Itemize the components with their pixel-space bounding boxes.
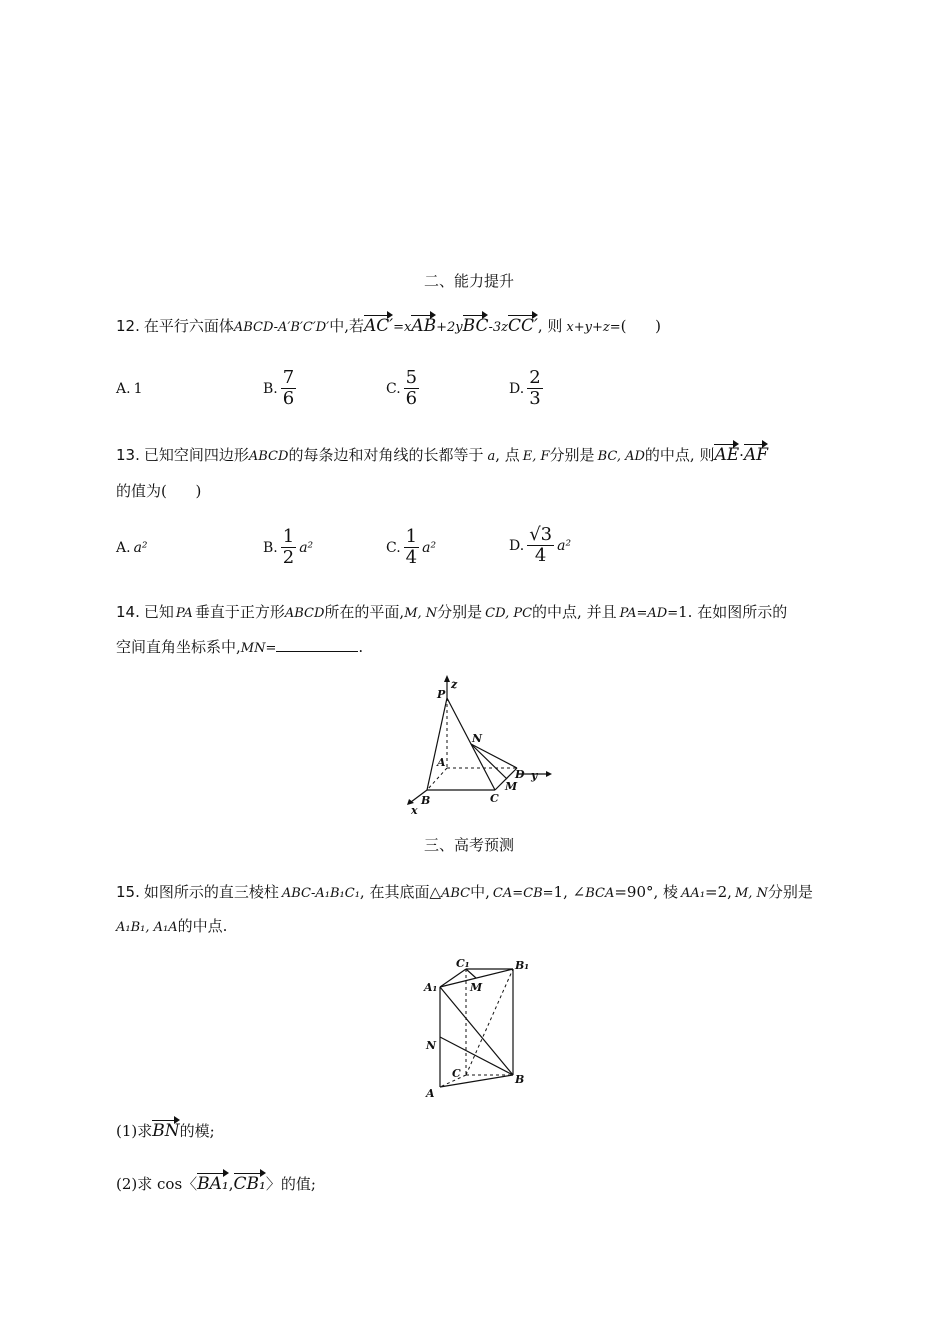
question-text: 〉的值; (265, 1175, 316, 1193)
figure-pyramid (405, 672, 555, 817)
label-a: A (437, 756, 446, 769)
label-z: z (451, 678, 458, 691)
question-text: (1)求 (116, 1122, 153, 1140)
option-value: a² (557, 537, 572, 554)
option-value: a² (299, 539, 314, 556)
label-p: P (437, 688, 446, 701)
question-number: 12. (116, 317, 140, 335)
coef-x: =x (393, 320, 412, 335)
question-text: (2)求 cos〈 (116, 1175, 198, 1193)
math-paad: PA=AD= (619, 606, 679, 621)
option-label: C. (386, 539, 401, 556)
question-12 (116, 314, 661, 336)
label-m: M (470, 981, 483, 994)
math-a: a (487, 449, 496, 464)
question-text: 的每条边和对角线的长都等于 (288, 446, 484, 464)
math-bca: BCA (585, 886, 615, 901)
question-text: 分别是 (767, 883, 813, 901)
numerator: 5 (405, 367, 418, 388)
segment-a1b (440, 987, 513, 1075)
math-cacb: CA=CB= (492, 886, 554, 901)
question-text: 的模; (179, 1122, 215, 1140)
edge-pb (427, 698, 447, 790)
option-c (386, 527, 436, 568)
question-15 (116, 881, 813, 902)
option-d (509, 368, 543, 409)
fraction (281, 368, 296, 409)
answer-paren: ( ) (620, 317, 661, 335)
solid-name: ABCD-A′B′C′D′ (233, 320, 330, 335)
option-d (509, 525, 571, 566)
question-text: 分别是 (549, 446, 595, 464)
label-m: M (505, 780, 518, 793)
math-mn: M, N (734, 886, 768, 901)
denominator: 2 (282, 547, 295, 568)
question-number: 13. (116, 446, 140, 464)
question-text: 空间直角坐标系中, (116, 638, 241, 656)
math-mn-eq: MN= (240, 641, 277, 656)
label-a: A (426, 1087, 435, 1100)
fraction (404, 527, 419, 568)
vector-cc-prime: CC′ (508, 316, 538, 336)
coef-z: -3z (488, 320, 508, 335)
question-text: 分别是 (437, 603, 483, 621)
label-c1: C₁ (456, 957, 470, 970)
label-n: N (426, 1039, 437, 1052)
option-label: B. (263, 539, 278, 556)
section-heading-ability: 二、能力提升 (424, 272, 515, 290)
vector-bn: BN (152, 1121, 180, 1141)
question-text: =90°, 棱 (614, 883, 679, 901)
label-b1: B₁ (515, 959, 530, 972)
question-text: , 在其底面△ (359, 883, 441, 901)
math-bcad: BC, AD (597, 449, 645, 464)
math-a1b1-a1a: A₁B₁, A₁A (116, 920, 178, 935)
question-text: 所在的平面, (324, 603, 405, 621)
math-mn: M, N (404, 606, 438, 621)
fraction (404, 368, 419, 409)
option-value: a² (422, 539, 437, 556)
numerator: 1 (282, 526, 295, 547)
question-text: 中, (470, 883, 490, 901)
question-text: 的中点, 则 (644, 446, 715, 464)
fraction (281, 527, 296, 568)
question-text: 在平行六面体 (143, 317, 234, 335)
vector-ab: AB (411, 316, 437, 336)
edge-ab (440, 1075, 513, 1087)
answer-blank[interactable] (276, 637, 358, 652)
question-text: =2, (705, 883, 732, 901)
figure-prism (418, 955, 533, 1100)
question-14-line2 (116, 636, 363, 657)
numerator: 2 (529, 367, 541, 388)
option-label: C. (386, 380, 401, 397)
math-prism: ABC-A₁B₁C₁ (281, 886, 360, 901)
label-n: N (472, 732, 483, 745)
question-text: . (358, 638, 364, 656)
option-value: a² (133, 540, 148, 556)
option-c (386, 368, 419, 409)
y-axis-arrow (546, 771, 552, 777)
option-b (263, 527, 313, 568)
label-c: C (452, 1067, 461, 1080)
option-value: 1 (133, 381, 143, 397)
option-label: D. (509, 537, 525, 554)
fraction (527, 525, 554, 566)
expression: x+y+z= (566, 320, 621, 335)
question-text: 1. 在如图所示的 (678, 603, 788, 621)
question-text: 的中点, 并且 (532, 603, 617, 621)
question-text: 已知空间四边形 (143, 446, 249, 464)
math-abcd: ABCD (248, 449, 289, 464)
label-c: C (490, 792, 499, 805)
question-13 (116, 443, 768, 465)
label-b: B (515, 1073, 525, 1086)
z-axis-arrow (444, 675, 450, 682)
question-text: , 点 (495, 446, 520, 464)
math-aa1: AA₁ (681, 886, 706, 901)
question-text: 如图所示的直三棱柱 (143, 883, 279, 901)
option-label: D. (509, 380, 525, 397)
question-text: 垂直于正方形 (194, 603, 285, 621)
question-14 (116, 601, 787, 622)
label-b: B (421, 794, 431, 807)
question-text: 的中点. (177, 917, 228, 935)
vector-ac-prime: AC′ (363, 316, 394, 336)
section-heading-forecast: 三、高考预测 (424, 836, 515, 854)
question-15-line2 (116, 915, 227, 936)
numerator: 1 (405, 526, 418, 547)
denominator: 4 (405, 547, 418, 568)
dot-operator: · (739, 446, 744, 464)
denominator: 4 (534, 545, 547, 566)
question-number: 15. (116, 883, 140, 901)
vector-bc: BC (462, 316, 489, 336)
denominator: 6 (282, 388, 295, 409)
label-a1: A₁ (424, 981, 438, 994)
math-pa: PA (175, 606, 193, 621)
vector-ba1: BA₁ (197, 1174, 229, 1194)
segment-c1m (466, 969, 476, 978)
question-text: 中,若 (329, 317, 364, 335)
question-text: 1, ∠ (553, 883, 586, 901)
label-x: x (411, 804, 418, 817)
comma: , (228, 1175, 234, 1193)
option-label: A. (116, 381, 131, 397)
option-label: A. (116, 540, 131, 556)
option-label: B. (263, 380, 278, 397)
question-number: 14. (116, 603, 140, 621)
label-y: y (531, 769, 538, 782)
segment-nb (440, 1037, 513, 1075)
numerator: √3 (529, 524, 553, 545)
numerator: 7 (282, 367, 295, 388)
subquestion-1 (116, 1119, 215, 1141)
question-text: 已知 (143, 603, 174, 621)
option-a (116, 381, 142, 397)
question-text: , 则 (537, 317, 563, 335)
option-b (263, 368, 296, 409)
vector-af: AF (743, 445, 769, 465)
math-abcd: ABCD (284, 606, 325, 621)
denominator: 3 (529, 388, 541, 409)
option-a (116, 540, 148, 556)
question-13-line2: 的值为( ) (116, 482, 202, 500)
denominator: 6 (405, 388, 418, 409)
fraction (527, 368, 542, 409)
subquestion-2 (116, 1172, 316, 1194)
math-ef: E, F (522, 449, 550, 464)
math-cdpc: CD, PC (485, 606, 533, 621)
segment-nm (471, 744, 507, 779)
coef-y: +2y (436, 320, 463, 335)
vector-ae: AE (714, 445, 740, 465)
math-abc: ABC (441, 886, 471, 901)
label-d: D (515, 768, 525, 781)
vector-cb1: CB₁ (233, 1174, 266, 1194)
